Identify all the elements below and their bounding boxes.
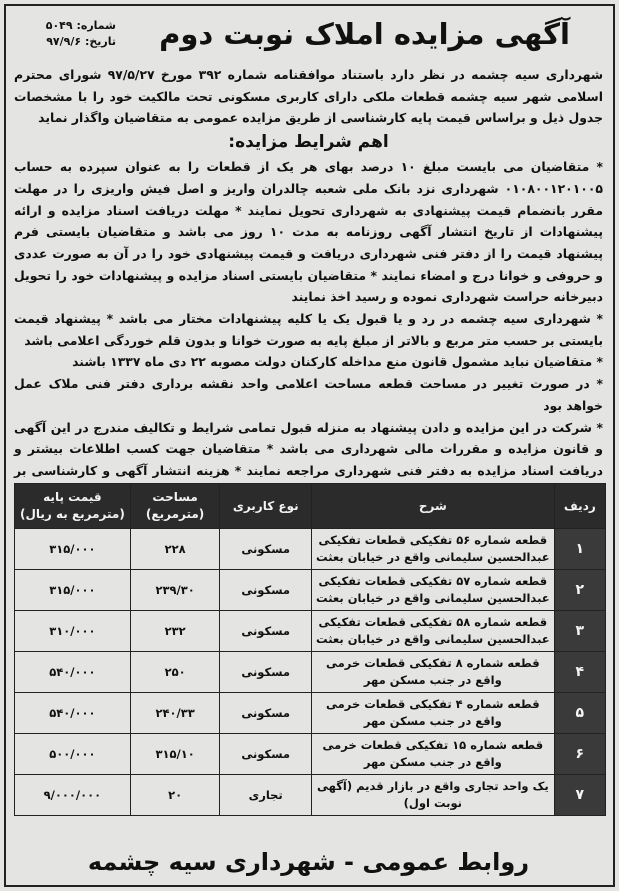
condition-paragraph: * متقاضیان نباید مشمول قانون منع مداخله کارکنان دولت مصوبه ۲۲ دی ماه ۱۳۳۷ باشند	[72, 354, 603, 370]
table-header-row	[15, 484, 606, 529]
condition-paragraph: * متقاضیان می بایست مبلغ ۱۰ درصد بهای هر یک از قطعات را به عنوان سپرده به حساب ۰۱۰۸۰۰۱۲۰۱۰۰۵ شهرداری نزد بانک ملی شعبه چالدران واریز و اصل فیش واریزی را در مهلت مقرر بانضمام قیمت پیشنهادی به شهرداری تحویل نمایند * مهلت دریافت اسناد مزایده و ارائه پیشنهادات از تاریخ انتشار آگهی روزنامه به مدت ۱۰ روز می باشد و متقاضیان بایستی فرم پیشنهاد قیمت را از دفتر فنی شهرداری دریافت و قیمت پیشنهادی خود را در آن به صورت عددی و حروفی و خوانا درج و امضاء نمایند * متقاضیان بایستی اسناد مزایده و پیشنهادات خود را تحویل دبیرخانه حراست شهرداری نموده و رسید اخذ نمایند	[14, 159, 604, 305]
cell-sharh: قطعه شماره ۱۵ تفکیکی قطعات خرمی واقع در جنب مسکن مهر	[312, 734, 555, 775]
condition-paragraph: * در صورت تغییر در مساحت قطعه مساحت اعلامی واحد نقشه برداری دفتر فنی ملاک عمل خواهد بود	[14, 376, 603, 413]
table-row	[15, 529, 606, 570]
cell-gheymat: ۳۱۵/۰۰۰	[15, 529, 131, 570]
cell-radif: ۲	[554, 570, 605, 611]
cell-sharh: یک واحد تجاری واقع در بازار قدیم (آگهی نوبت اول)	[312, 775, 555, 816]
cell-radif: ۶	[554, 734, 605, 775]
table-row	[15, 570, 606, 611]
conditions-title: اهم شرایط مزایده:	[228, 132, 389, 153]
cell-gheymat: ۳۱۵/۰۰۰	[15, 570, 131, 611]
cell-gheymat: ۹/۰۰۰/۰۰۰	[15, 775, 131, 816]
ad-date: تاریخ: ۹۷/۹/۶	[46, 35, 116, 48]
cell-karbari: مسکونی	[220, 570, 312, 611]
cell-karbari: مسکونی	[220, 652, 312, 693]
cell-karbari: مسکونی	[220, 529, 312, 570]
cell-sharh: قطعه شماره ۵۸ تفکیکی قطعات تفکیکی عبدالحسین سلیمانی واقع در خیابان بعثت	[312, 611, 555, 652]
cell-karbari: مسکونی	[220, 611, 312, 652]
ad-header	[10, 10, 609, 62]
intro-paragraph: شهرداری سیه چشمه در نظر دارد باستناد موافقنامه شماره ۳۹۲ مورخ ۹۷/۵/۲۷ شورای محترم اسلامی شهر سیه چشمه قطعات ملکی دارای کاربری مسکونی تحت مالکیت خود را با مشخصات جدول ذیل و براساس قیمت پایه کارشناسی از طریق مزایده عمومی به متقاضیان واگذار نماید	[14, 67, 604, 126]
cell-masahat: ۲۲۸	[130, 529, 220, 570]
ad-body	[14, 64, 603, 503]
cell-gheymat: ۵۴۰/۰۰۰	[15, 693, 131, 734]
header-masahat: مساحت (مترمربع)	[130, 484, 220, 529]
table-row	[15, 693, 606, 734]
cell-masahat: ۲۳۲	[130, 611, 220, 652]
cell-karbari: تجاری	[220, 775, 312, 816]
cell-karbari: مسکونی	[220, 734, 312, 775]
cell-sharh: قطعه شماره ۴ تفکیکی قطعات خرمی واقع در جنب مسکن مهر	[312, 693, 555, 734]
ad-title: آگهی مزایده املاک نوبت دوم	[159, 17, 570, 51]
header-karbari: نوع کاربری	[220, 484, 312, 529]
cell-masahat: ۲۰	[130, 775, 220, 816]
header-gheymat: قیمت پایه (مترمربع به ریال)	[15, 484, 131, 529]
cell-masahat: ۲۴۰/۳۳	[130, 693, 220, 734]
cell-karbari: مسکونی	[220, 693, 312, 734]
cell-masahat: ۳۱۵/۱۰	[130, 734, 220, 775]
cell-radif: ۱	[554, 529, 605, 570]
cell-radif: ۵	[554, 693, 605, 734]
cell-sharh: قطعه شماره ۵۶ تفکیکی قطعات تفکیکی عبدالحسین سلیمانی واقع در خیابان بعثت	[312, 529, 555, 570]
ad-meta	[12, 18, 116, 50]
cell-masahat: ۲۵۰	[130, 652, 220, 693]
cell-sharh: قطعه شماره ۵۷ تفکیکی قطعات تفکیکی عبدالحسین سلیمانی واقع در خیابان بعثت	[312, 570, 555, 611]
cell-masahat: ۲۳۹/۳۰	[130, 570, 220, 611]
header-sharh: شرح	[312, 484, 555, 529]
ad-footer: روابط عمومی - شهرداری سیه چشمه	[87, 848, 530, 876]
condition-paragraph: * شرکت در این مزایده و دادن پیشنهاد به منزله قبول تمامی شرایط و تکالیف مندرج در این آگهی و قانون مزایده و مقررات مالی شهرداری می باشد * متقاضیان جهت کسب اطلاعات بیشتر و دریافت اسناد مزایده به دفتر فنی شهرداری مراجعه نمایند * هزینه انتشار آگهی و کارشناسی بر	[14, 419, 603, 478]
cell-gheymat: ۵۰۰/۰۰۰	[15, 734, 131, 775]
table-row	[15, 775, 606, 816]
condition-paragraph: * شهرداری سیه چشمه در رد و یا قبول یک یا کلیه پیشنهادات مختار می باشد * پیشنهاد قیمت بایستی بر حسب متر مربع و بالاتر از مبلغ پایه به صورت خوانا و بدون قلم خوردگی اعلامی باشد	[14, 311, 603, 348]
cell-gheymat: ۵۴۰/۰۰۰	[15, 652, 131, 693]
cell-radif: ۷	[554, 775, 605, 816]
cell-sharh: قطعه شماره ۸ تفکیکی قطعات خرمی واقع در جنب مسکن مهر	[312, 652, 555, 693]
properties-table	[14, 483, 606, 816]
cell-gheymat: ۳۱۰/۰۰۰	[15, 611, 131, 652]
table-row	[15, 652, 606, 693]
table-row	[15, 611, 606, 652]
ad-number: شماره: ۵۰۴۹	[45, 19, 116, 32]
table-row	[15, 734, 606, 775]
header-radif: ردیف	[554, 484, 605, 529]
cell-radif: ۴	[554, 652, 605, 693]
cell-radif: ۳	[554, 611, 605, 652]
